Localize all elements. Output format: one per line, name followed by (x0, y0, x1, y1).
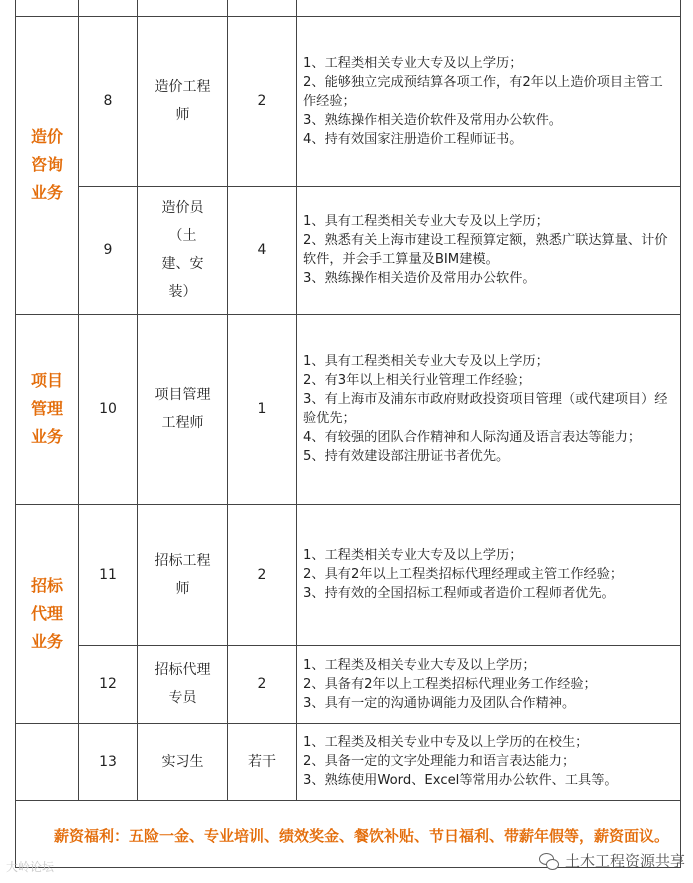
requirement-item: 3、熟练操作相关造价及常用办公软件。 (303, 271, 536, 286)
requirement-item: 1、工程类及相关专业大专及以上学历； (303, 657, 536, 673)
benefits-text: 薪资福利：五险一金、专业培训、绩效奖金、餐饮补贴、节日福利、带薪年假等，薪资面议。 (16, 800, 681, 867)
table-row (16, 16, 681, 186)
top-cell (138, 0, 228, 16)
row-number: 10 (79, 314, 138, 504)
top-cell (16, 0, 79, 16)
job-table (15, 0, 681, 868)
position-line: 造价员 (161, 200, 204, 216)
category-line: 造价 (30, 127, 63, 146)
category-line: 项目 (30, 371, 63, 390)
position-title (138, 314, 228, 504)
requirement-item: 3、持有效的全国招标工程师或者造价工程师者优先。 (303, 586, 615, 601)
position-title (138, 645, 228, 723)
position-title (138, 723, 228, 800)
position-line: 师 (175, 580, 190, 597)
requirement-item: 2、具备一定的文字处理能力和语言表达能力； (303, 754, 576, 769)
position-line: （土 (168, 228, 197, 244)
requirements (297, 16, 681, 186)
requirements (297, 186, 681, 314)
requirement-item: 1、具有工程类相关专业大专及以上学历； (303, 214, 549, 229)
position-line: 造价工程 (154, 79, 211, 95)
category-cost (16, 16, 79, 314)
requirement-item: 2、有3年以上相关行业管理工作经验； (303, 373, 531, 388)
position-title (138, 504, 228, 645)
category-project (16, 314, 79, 504)
headcount: 2 (228, 645, 297, 723)
requirement-item: 3、熟练使用Word、Excel等常用办公软件、工具等。 (303, 773, 618, 788)
position-line: 实习生 (161, 753, 204, 770)
position-line: 项目管理 (154, 387, 211, 403)
table-row (16, 723, 681, 800)
row-number: 11 (79, 504, 138, 645)
table-row (16, 314, 681, 504)
position-line: 招标工程 (154, 552, 211, 569)
category-line: 业务 (30, 183, 63, 202)
category-empty (16, 723, 79, 800)
requirements (297, 645, 681, 723)
category-line: 业务 (30, 427, 63, 446)
watermark: 大岭论坛 (6, 860, 55, 874)
row-number: 12 (79, 645, 138, 723)
table-top-strip (16, 0, 681, 16)
requirement-item: 5、持有效建设部注册证书者优先。 (303, 449, 510, 464)
requirement-item: 2、能够独立完成预结算各项工作，有2年以上造价项目主管工作经验； (303, 74, 663, 109)
requirement-item: 1、工程类及相关专业中专及以上学历的在校生； (303, 735, 589, 750)
position-line: 工程师 (161, 415, 204, 431)
headcount: 若干 (228, 723, 297, 800)
row-number: 13 (79, 723, 138, 800)
top-cell (297, 0, 681, 16)
headcount: 4 (228, 186, 297, 314)
wechat-icon (539, 853, 559, 869)
account-name: 土木工程资源共享 (564, 852, 685, 870)
requirement-item: 2、具有2年以上工程类招标代理经理或主管工作经验； (303, 567, 624, 582)
position-line: 专员 (168, 690, 197, 706)
requirements (297, 314, 681, 504)
requirement-item: 4、持有效国家注册造价工程师证书。 (303, 131, 523, 147)
table-row (16, 186, 681, 314)
requirement-item: 1、工程类相关专业大专及以上学历； (303, 55, 523, 71)
requirements (297, 504, 681, 645)
requirement-item: 2、熟悉有关上海市建设工程预算定额，熟悉广联达算量、计价软件，并会手工算量及BIM建模。 (303, 233, 668, 267)
position-line: 建、安 (161, 256, 204, 272)
top-cell (228, 0, 297, 16)
category-line: 管理 (30, 399, 63, 418)
row-number: 8 (79, 16, 138, 186)
position-line: 装） (168, 284, 197, 300)
position-title (138, 186, 228, 314)
table-row (16, 504, 681, 645)
recruitment-table-sheet (15, 0, 680, 845)
position-line: 招标代理 (154, 662, 211, 678)
requirement-item: 3、有上海市及浦东市政府财政投资项目管理（或代建项目）经验优先； (303, 392, 668, 426)
headcount: 2 (228, 16, 297, 186)
requirement-item: 1、具有工程类相关专业大专及以上学历； (303, 354, 549, 369)
requirement-item: 2、具备有2年以上工程类招标代理业务工作经验； (303, 676, 597, 692)
row-number: 9 (79, 186, 138, 314)
category-line: 代理 (30, 603, 63, 623)
requirements (297, 723, 681, 800)
category-line: 招标 (30, 575, 63, 595)
category-line: 咨询 (30, 155, 63, 174)
top-cell (79, 0, 138, 16)
headcount: 2 (228, 504, 297, 645)
headcount: 1 (228, 314, 297, 504)
requirement-item: 3、熟练操作相关造价软件及常用办公软件。 (303, 112, 562, 128)
table-row (16, 645, 681, 723)
requirement-item: 4、有较强的团队合作精神和人际沟通及语言表达等能力； (303, 430, 642, 445)
account-signature (539, 850, 685, 871)
category-line: 业务 (30, 631, 63, 651)
position-title (138, 16, 228, 186)
requirement-item: 1、工程类相关专业大专及以上学历； (303, 548, 523, 563)
position-line: 师 (175, 107, 190, 123)
requirement-item: 3、具有一定的沟通协调能力及团队合作精神。 (303, 695, 576, 711)
category-tender (16, 504, 79, 723)
